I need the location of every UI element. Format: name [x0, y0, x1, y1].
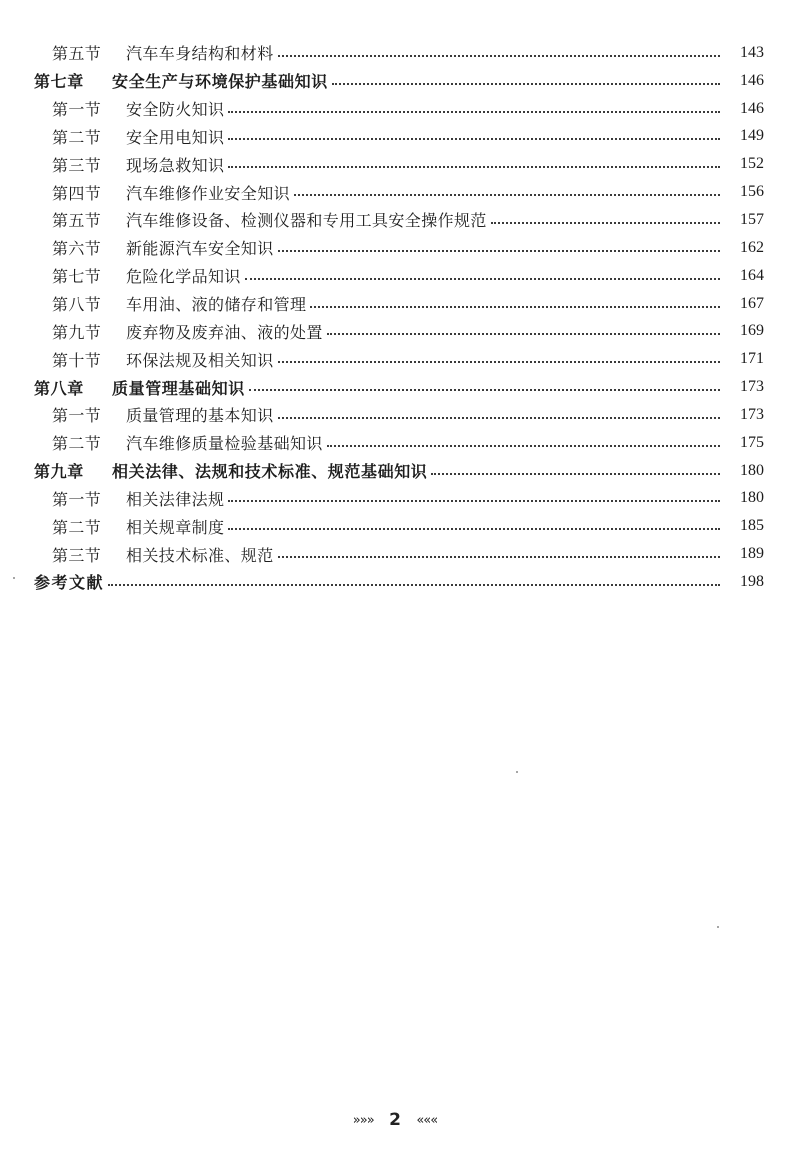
toc-entry-number: 第五节: [52, 211, 102, 231]
toc-entry-section[interactable]: [0, 290, 790, 318]
toc-entry-title: 废弃物及废弃油、液的处置: [126, 322, 323, 342]
toc-entry-title: 相关法律法规: [126, 489, 225, 509]
dot-leader: [278, 361, 720, 363]
dot-leader: [327, 333, 720, 335]
toc-entry-number: 第七章: [34, 72, 84, 92]
dot-leader: [278, 55, 720, 57]
toc-entry-section[interactable]: [0, 262, 790, 290]
toc-entry-section[interactable]: [0, 123, 790, 151]
dot-leader: [278, 556, 720, 558]
dot-leader: [310, 306, 720, 308]
dot-leader: [431, 473, 720, 475]
toc-entry-section[interactable]: [0, 345, 790, 373]
toc-entry-title: 汽车维修设备、检测仪器和专用工具安全操作规范: [126, 211, 487, 231]
toc-entry-references[interactable]: [0, 568, 790, 596]
toc-entry-title: 新能源汽车安全知识: [126, 239, 274, 259]
toc-entry-title: 危险化学品知识: [126, 267, 241, 287]
toc-entry-number: 第一节: [52, 489, 102, 509]
toc-entry-page: 149: [740, 127, 764, 145]
toc-entry-chapter[interactable]: [0, 457, 790, 485]
toc-entry-number: 第二节: [52, 434, 102, 454]
dot-leader: [294, 194, 720, 196]
toc-entry-number: 第三节: [52, 545, 102, 565]
toc-entry-section[interactable]: [0, 178, 790, 206]
toc-entry-page: 146: [740, 99, 764, 117]
toc-entry-title: 相关法律、法规和技术标准、规范基础知识: [112, 462, 428, 482]
scan-speck: [717, 926, 719, 928]
toc-entry-number: 第二节: [52, 127, 102, 147]
toc-entry-section[interactable]: [0, 95, 790, 123]
toc-entry-title: 车用油、液的储存和管理: [126, 295, 307, 315]
table-of-contents: [0, 39, 790, 596]
toc-entry-number: 第三节: [52, 155, 102, 175]
toc-entry-number: 第四节: [52, 183, 102, 203]
toc-entry-title: 安全防火知识: [126, 100, 225, 120]
toc-entry-title: 质量管理基础知识: [112, 378, 245, 398]
dot-leader: [278, 417, 720, 419]
toc-entry-number: 第五节: [52, 44, 102, 64]
dot-leader: [245, 278, 720, 280]
toc-entry-section[interactable]: [0, 150, 790, 178]
toc-entry-title: 现场急救知识: [126, 155, 225, 175]
toc-entry-section[interactable]: [0, 401, 790, 429]
toc-entry-page: 180: [740, 461, 764, 479]
dot-leader: [228, 528, 720, 530]
toc-entry-number: 第八节: [52, 295, 102, 315]
toc-entry-section[interactable]: [0, 317, 790, 345]
toc-entry-page: 180: [740, 489, 764, 507]
toc-entry-title: 相关技术标准、规范: [126, 545, 274, 565]
dot-leader: [327, 445, 720, 447]
toc-entry-page: 164: [740, 266, 764, 284]
toc-entry-page: 173: [740, 378, 764, 396]
toc-entry-page: 156: [740, 183, 764, 201]
toc-entry-title: 汽车车身结构和材料: [126, 44, 274, 64]
dot-leader: [332, 83, 720, 85]
toc-entry-title: 相关规章制度: [126, 517, 225, 537]
left-chevrons-icon: »»»: [352, 1113, 374, 1128]
toc-entry-chapter[interactable]: [0, 373, 790, 401]
toc-entry-page: 146: [740, 71, 764, 89]
dot-leader: [228, 111, 720, 113]
toc-entry-title: 安全用电知识: [126, 127, 225, 147]
toc-entry-title: 参考文献: [34, 573, 105, 593]
toc-entry-section[interactable]: [0, 206, 790, 234]
page-number: 2: [389, 1110, 401, 1130]
toc-entry-title: 汽车维修作业安全知识: [126, 183, 291, 203]
toc-entry-page: 167: [740, 294, 764, 312]
right-chevrons-icon: «««: [416, 1113, 438, 1128]
toc-entry-number: 第八章: [34, 378, 84, 398]
toc-entry-page: 175: [740, 433, 764, 451]
dot-leader: [249, 389, 720, 391]
dot-leader: [228, 500, 720, 502]
toc-entry-section[interactable]: [0, 39, 790, 67]
toc-entry-title: 安全生产与环境保护基础知识: [112, 72, 328, 92]
toc-entry-title: 环保法规及相关知识: [126, 350, 274, 370]
toc-entry-section[interactable]: [0, 512, 790, 540]
scan-speck: [516, 771, 518, 773]
toc-entry-number: 第二节: [52, 517, 102, 537]
dot-leader: [108, 584, 720, 586]
toc-entry-page: 173: [740, 405, 764, 423]
toc-entry-title: 汽车维修质量检验基础知识: [126, 434, 323, 454]
toc-entry-section[interactable]: [0, 540, 790, 568]
toc-entry-number: 第六节: [52, 239, 102, 259]
toc-entry-number: 第九节: [52, 322, 102, 342]
dot-leader: [228, 138, 720, 140]
toc-entry-page: 157: [740, 210, 764, 228]
toc-entry-number: 第十节: [52, 350, 102, 370]
toc-entry-chapter[interactable]: [0, 67, 790, 95]
toc-entry-page: 169: [740, 322, 764, 340]
toc-entry-page: 143: [740, 43, 764, 61]
toc-entry-section[interactable]: [0, 485, 790, 513]
dot-leader: [228, 166, 720, 168]
toc-entry-number: 第九章: [34, 462, 84, 482]
dot-leader: [278, 250, 720, 252]
toc-entry-title: 质量管理的基本知识: [126, 406, 274, 426]
dot-leader: [491, 222, 720, 224]
toc-entry-page: 185: [740, 517, 764, 535]
toc-entry-number: 第一节: [52, 406, 102, 426]
toc-entry-section[interactable]: [0, 234, 790, 262]
toc-entry-page: 162: [740, 238, 764, 256]
page-footer: [0, 1110, 790, 1130]
scan-speck: [13, 577, 15, 579]
toc-entry-number: 第七节: [52, 267, 102, 287]
toc-entry-page: 171: [740, 350, 764, 368]
toc-entry-page: 198: [740, 572, 764, 590]
toc-entry-page: 152: [740, 155, 764, 173]
toc-entry-number: 第一节: [52, 100, 102, 120]
toc-entry-page: 189: [740, 545, 764, 563]
toc-entry-section[interactable]: [0, 429, 790, 457]
